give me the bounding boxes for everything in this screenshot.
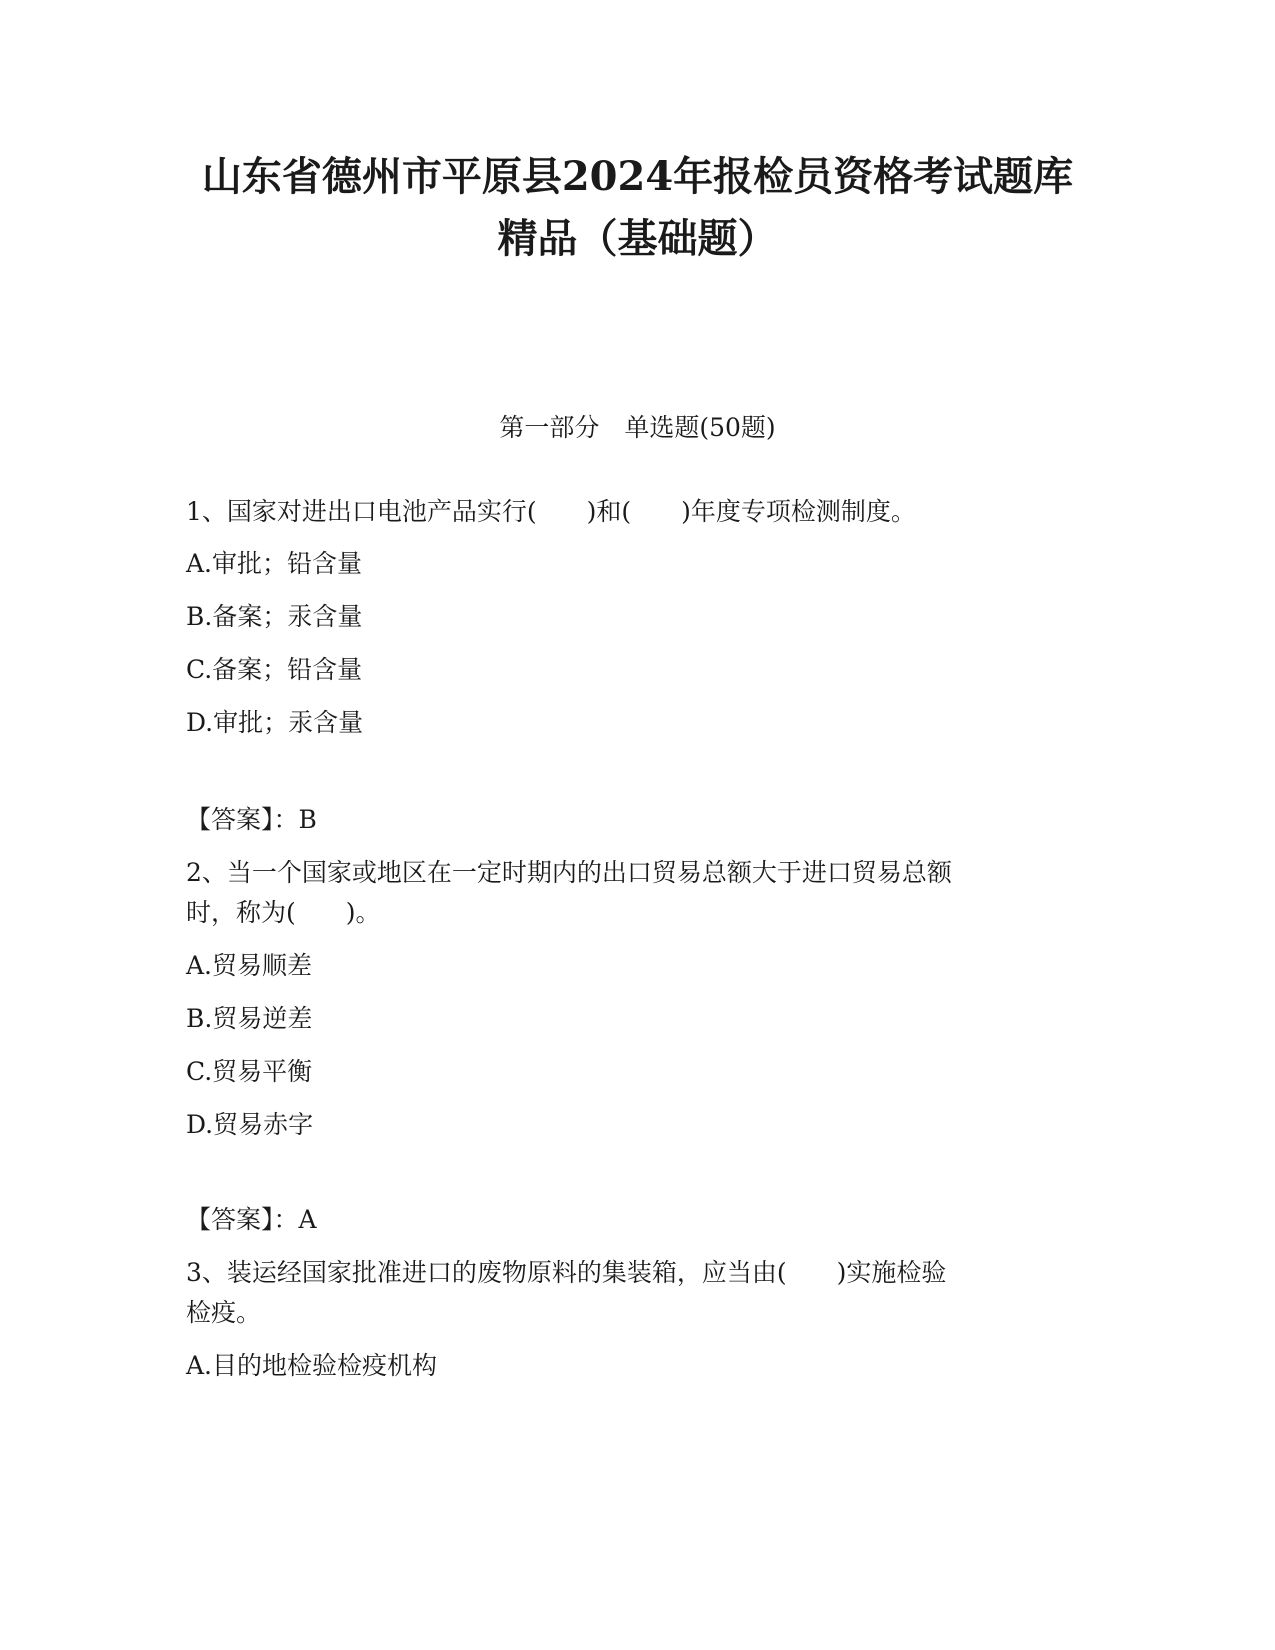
question-2-option-c: C.贸易平衡: [186, 1057, 313, 1086]
question-2-option-d: D.贸易赤字: [186, 1110, 314, 1139]
question-1-stem: 1、国家对进出口电池产品实行( )和( )年度专项检测制度。: [186, 497, 916, 526]
section-heading: 第一部分 单选题(50题): [499, 413, 776, 442]
question-3-stem-line-2: 检疫。: [186, 1298, 262, 1327]
document-title-line-2: 精品（基础题）: [497, 215, 778, 262]
question-2-option-b: B.贸易逆差: [186, 1004, 313, 1033]
question-1-option-b: B.备案；汞含量: [186, 602, 363, 631]
question-1-option-d: D.审批；汞含量: [186, 708, 364, 737]
question-2-answer: 【答案】：A: [186, 1205, 317, 1234]
question-3-stem-line-1: 3、装运经国家批准进口的废物原料的集装箱，应当由( )实施检验: [186, 1258, 947, 1287]
question-1-option-a: A.审批；铅含量: [186, 549, 363, 578]
document-title-line-1: 山东省德州市平原县2024年报检员资格考试题库: [201, 153, 1074, 200]
question-3-option-a: A.目的地检验检疫机构: [186, 1351, 438, 1380]
question-1-option-c: C.备案；铅含量: [186, 655, 363, 684]
question-2-stem-line-1: 2、当一个国家或地区在一定时期内的出口贸易总额大于进口贸易总额: [186, 858, 952, 887]
question-1-answer: 【答案】：B: [186, 805, 317, 834]
question-2-stem-line-2: 时，称为( )。: [186, 898, 381, 927]
question-2-option-a: A.贸易顺差: [186, 951, 313, 980]
